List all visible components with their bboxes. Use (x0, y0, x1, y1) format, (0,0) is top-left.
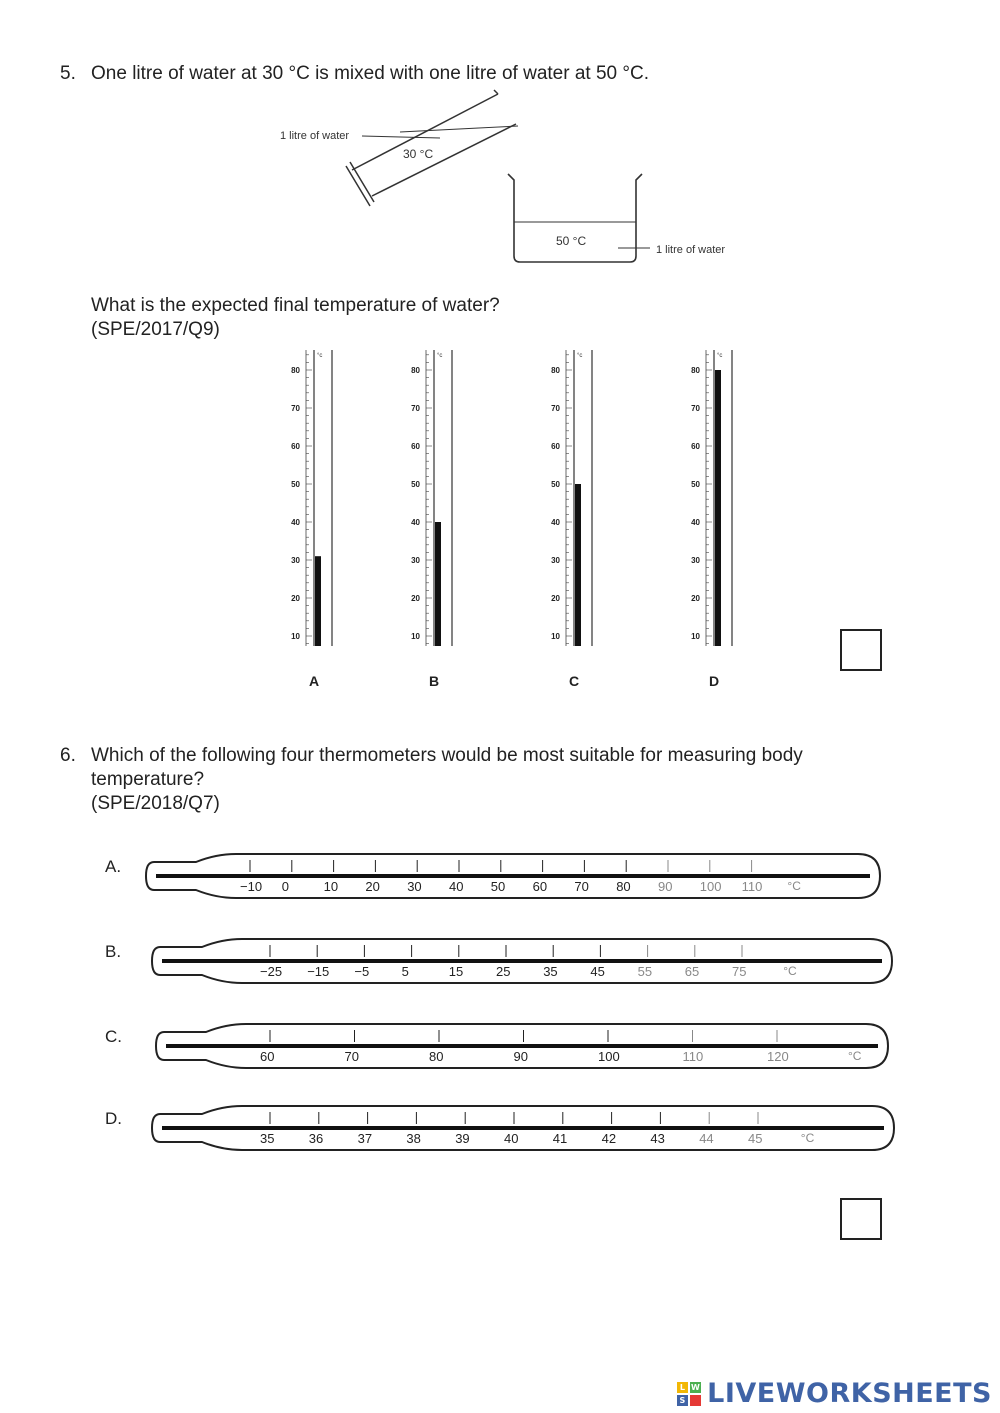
logo-mark-icon (677, 1382, 701, 1406)
scale-label: 30 (291, 556, 300, 565)
scale-label: 39 (455, 1131, 470, 1146)
scale-label: 50 (411, 480, 420, 489)
scale-label: 30 (691, 556, 700, 565)
q5-text: One litre of water at 30 °C is mixed with one litre of water at 50 °C. (91, 63, 649, 84)
scale-label: 110 (741, 879, 763, 894)
brand-name: LIVEWORKSHEETS (707, 1378, 992, 1409)
q5-source: (SPE/2017/Q9) (91, 319, 220, 340)
scale-label: 60 (291, 442, 300, 451)
unit-label: °C (783, 964, 797, 978)
scale-label: 10 (691, 632, 700, 641)
scale-label: 40 (449, 879, 464, 894)
scale-label: 90 (513, 1049, 528, 1064)
scale-label: 42 (601, 1131, 617, 1146)
scale-label: 0 (281, 879, 290, 894)
cylinder-temp: 30 °C (403, 147, 434, 161)
scale-label: 35 (260, 1131, 275, 1146)
scale-label: 45 (590, 964, 605, 979)
thermometer-label: C (568, 673, 580, 689)
scale-label: 110 (682, 1049, 704, 1064)
q6-text-line1: Which of the following four thermometers would be most suitable for measuring body (91, 745, 803, 766)
scale-label: −15 (307, 964, 330, 979)
scale-label: 10 (323, 879, 339, 894)
scale-label: −10 (240, 879, 263, 894)
scale-label: 60 (260, 1049, 275, 1064)
logo-tile: W (690, 1382, 701, 1392)
q6-text-line2: temperature? (91, 769, 205, 790)
scale-label: 10 (291, 632, 300, 641)
logo-tile (690, 1395, 701, 1406)
scale-label: 40 (411, 518, 420, 527)
clinical-thermometer-c (105, 1024, 888, 1068)
scale-label: 70 (344, 1049, 359, 1064)
logo-tile: S (677, 1395, 688, 1406)
scale-label: 10 (411, 632, 420, 641)
scale-label: −25 (260, 964, 283, 979)
scale-label: 80 (291, 366, 300, 375)
thermometer-label: A (308, 673, 320, 689)
cylinder-label: 1 litre of water (280, 130, 350, 142)
beaker-label: 1 litre of water (656, 244, 726, 256)
scale-label: 50 (490, 879, 506, 894)
unit-label: °c (717, 353, 723, 359)
thermometer-d (691, 350, 732, 689)
scale-label: 120 (767, 1049, 789, 1064)
scale-label: 60 (532, 879, 548, 894)
scale-label: 38 (406, 1131, 421, 1146)
logo-tile: L (677, 1382, 688, 1393)
clinical-thermometer-a (105, 854, 880, 898)
scale-label: 20 (291, 594, 300, 603)
liquid-column (315, 556, 321, 646)
scale-label: −5 (354, 964, 370, 979)
scale-label: 80 (411, 366, 420, 375)
scale-label: 65 (684, 964, 700, 979)
thermometer-letter: D. (105, 1109, 122, 1128)
clinical-thermometer-b (105, 939, 892, 983)
scale-label: 30 (411, 556, 420, 565)
scale-label: 50 (291, 480, 300, 489)
liquid-column (715, 370, 721, 646)
clinical-thermometer-d (105, 1106, 894, 1150)
scale-label: 60 (551, 442, 560, 451)
scale-label: 40 (551, 518, 560, 527)
thermometer-a (291, 350, 332, 689)
scale-label: 55 (637, 964, 653, 979)
q6-source: (SPE/2018/Q7) (91, 793, 220, 814)
q5-answer-box[interactable] (840, 629, 882, 671)
scale-label: 80 (616, 879, 631, 894)
thermometer-letter: B. (105, 942, 122, 961)
liquid-column (575, 484, 581, 646)
scale-label: 40 (504, 1131, 519, 1146)
scale-label: 40 (691, 518, 700, 527)
scale-label: 10 (551, 632, 560, 641)
liquid-column (435, 522, 441, 646)
thermometer-b (411, 350, 452, 689)
thermometer-c (551, 350, 592, 689)
q6-answer-box[interactable] (840, 1198, 882, 1240)
scale-label: 70 (291, 404, 300, 413)
scale-label: 80 (429, 1049, 444, 1064)
scale-label: 44 (699, 1131, 714, 1146)
scale-label: 5 (401, 964, 409, 979)
beaker-temp: 50 °C (556, 234, 587, 248)
thermometer-label: D (708, 673, 720, 689)
scale-label: 50 (551, 480, 560, 489)
scale-label: 80 (691, 366, 700, 375)
q5-question: What is the expected final temperature of water? (91, 295, 500, 316)
scale-label: 20 (551, 594, 560, 603)
unit-label: °C (848, 1049, 862, 1063)
scale-label: 75 (732, 964, 747, 979)
thermometer-letter: A. (105, 857, 122, 876)
scale-label: 20 (691, 594, 700, 603)
scale-label: 100 (699, 879, 722, 894)
unit-label: °c (577, 353, 583, 359)
scale-label: 20 (411, 594, 420, 603)
q6-number: 6. (60, 745, 76, 766)
scale-label: 30 (407, 879, 422, 894)
unit-label: °c (317, 353, 323, 359)
scale-label: 70 (551, 404, 560, 413)
unit-label: °c (437, 353, 443, 359)
scale-label: 60 (411, 442, 420, 451)
scale-label: 70 (691, 404, 700, 413)
scale-label: 15 (448, 964, 464, 979)
scale-label: 70 (574, 879, 589, 894)
scale-label: 90 (658, 879, 673, 894)
scale-label: 41 (552, 1131, 568, 1146)
scale-label: 36 (308, 1131, 324, 1146)
thermometer-label: B (428, 673, 440, 689)
scale-label: 50 (691, 480, 700, 489)
q5-diagram (270, 88, 770, 268)
q5-number: 5. (60, 63, 76, 84)
scale-label: 30 (551, 556, 560, 565)
unit-label: °C (787, 879, 801, 893)
scale-label: 60 (691, 442, 700, 451)
scale-label: 37 (357, 1131, 373, 1146)
beaker (508, 174, 642, 262)
q6-thermometers (90, 840, 910, 1180)
scale-label: 40 (291, 518, 300, 527)
scale-label: 35 (543, 964, 558, 979)
q5-thermometers (270, 340, 790, 700)
liveworksheets-logo (677, 1378, 992, 1409)
scale-label: 70 (411, 404, 420, 413)
unit-label: °C (800, 1131, 815, 1145)
thermometer-letter: C. (105, 1027, 122, 1046)
scale-label: 25 (496, 964, 511, 979)
scale-label: 43 (650, 1131, 665, 1146)
scale-label: 80 (551, 366, 560, 375)
scale-label: 45 (748, 1131, 763, 1146)
scale-label: 100 (598, 1049, 620, 1064)
scale-label: 20 (365, 879, 380, 894)
